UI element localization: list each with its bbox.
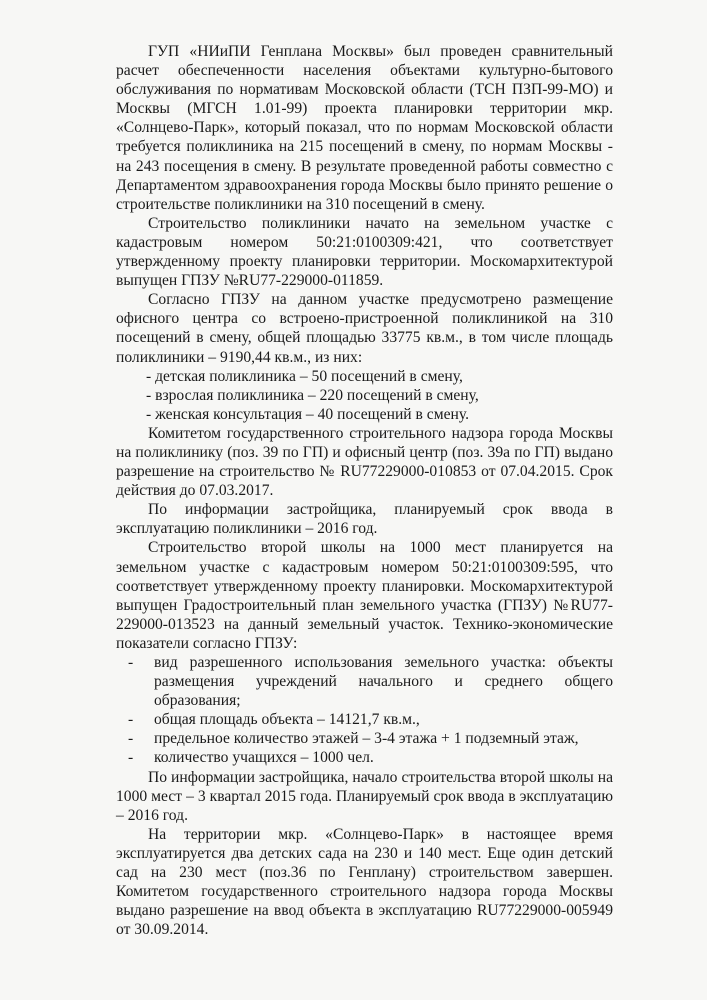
list-item: - общая площадь объекта – 14121,7 кв.м., [128, 711, 420, 729]
paragraph-school-construction: Строительство второй школы на 1000 мест планируется на земельном участке с кадастровым номером 50:21:0100309:595, что соответствует утвержденному проекту планировки. Москомархитектурой выпущен Градостроительный план земельного участка (ГПЗУ) №RU77-229000-013523 на данный земельный участок. Технико-экономические показатели согласно ГПЗУ: [116, 539, 613, 652]
school-indicators-list [116, 653, 613, 768]
list-item: - взрослая поликлиника – 220 посещений в смену, [146, 386, 479, 404]
paragraph-clinic-construction: Строительство поликлиники начато на земельном участке с кадастровым номером 50:21:0100309:421, что соответствует утвержденному проекту планировки территории. Москомархитектурой выпущен ГПЗУ №RU77-229000-011859. [116, 214, 613, 290]
list-item: - предельное количество этажей – 3-4 этажа + 1 подземный этаж, [128, 730, 579, 748]
paragraph-kindergartens: На территории мкр. «Солнцево-Парк» в настоящее время эксплуатируется два детских сада на 230 и 140 мест. Еще один детский сад на 230 мест (поз.36 по Генплану) строительством завершен. Комитетом государственного строительного надзора города Москвы выдано разрешение на ввод объекта в эксплуатацию RU77229000-005949 от 30.09.2014. [116, 825, 613, 939]
paragraph-clinic-deadline: По информации застройщика, планируемый срок ввода в эксплуатацию поликлиники – 2016 год. [116, 501, 613, 538]
list-item: - женская консультация – 40 посещений в смену. [146, 405, 469, 423]
paragraph-building-permit: Комитетом государственного строительного надзора города Москвы на поликлинику (поз. 39 по ГП) и офисный центр (поз. 39а по ГП) выдано разрешение на строительство № RU77229000-010853 от 07.04.2015. Срок действия до 07.03.2017. [116, 424, 613, 500]
list-item: - детская поликлиника – 50 посещений в смену, [146, 367, 463, 385]
clinic-breakdown-list [116, 367, 613, 424]
list-item: - количество учащихся – 1000 чел. [128, 749, 374, 767]
paragraph-school-schedule: По информации застройщика, начало строительства второй школы на 1000 мест – 3 квартал 2015 года. Планируемый срок ввода в эксплуатацию – 2016 год. [116, 768, 613, 824]
paragraph-genplan-calculation: ГУП «НИиПИ Генплана Москвы» был проведен сравнительный расчет обеспеченности населения объектами культурно-бытового обслуживания по нормативам Московской области (ТСН ПЗП-99-МО) и Москвы (МГСН 1.01-99) проекта планировки территории мкр. «Солнцево-Парк», который показал, что по нормам Московской области требуется поликлиника на 215 посещений в смену, по нормам Москвы - на 243 посещения в смену. В результате проведенной работы совместно с Департаментом здравоохранения города Москвы было принято решение о строительстве поликлиники на 310 посещений в смену. [116, 43, 613, 213]
paragraph-gpzu-clinic: Согласно ГПЗУ на данном участке предусмотрено размещение офисного центра со встроено-пристроенной поликлиникой на 310 посещений в смену, общей площадью 33775 кв.м., в том числе площадь поликлиники – 9190,44 кв.м., из них: [116, 291, 613, 366]
list-item: - вид разрешенного использования земельного участка: объекты размещения учреждений начального и среднего общего образования; [128, 654, 613, 710]
